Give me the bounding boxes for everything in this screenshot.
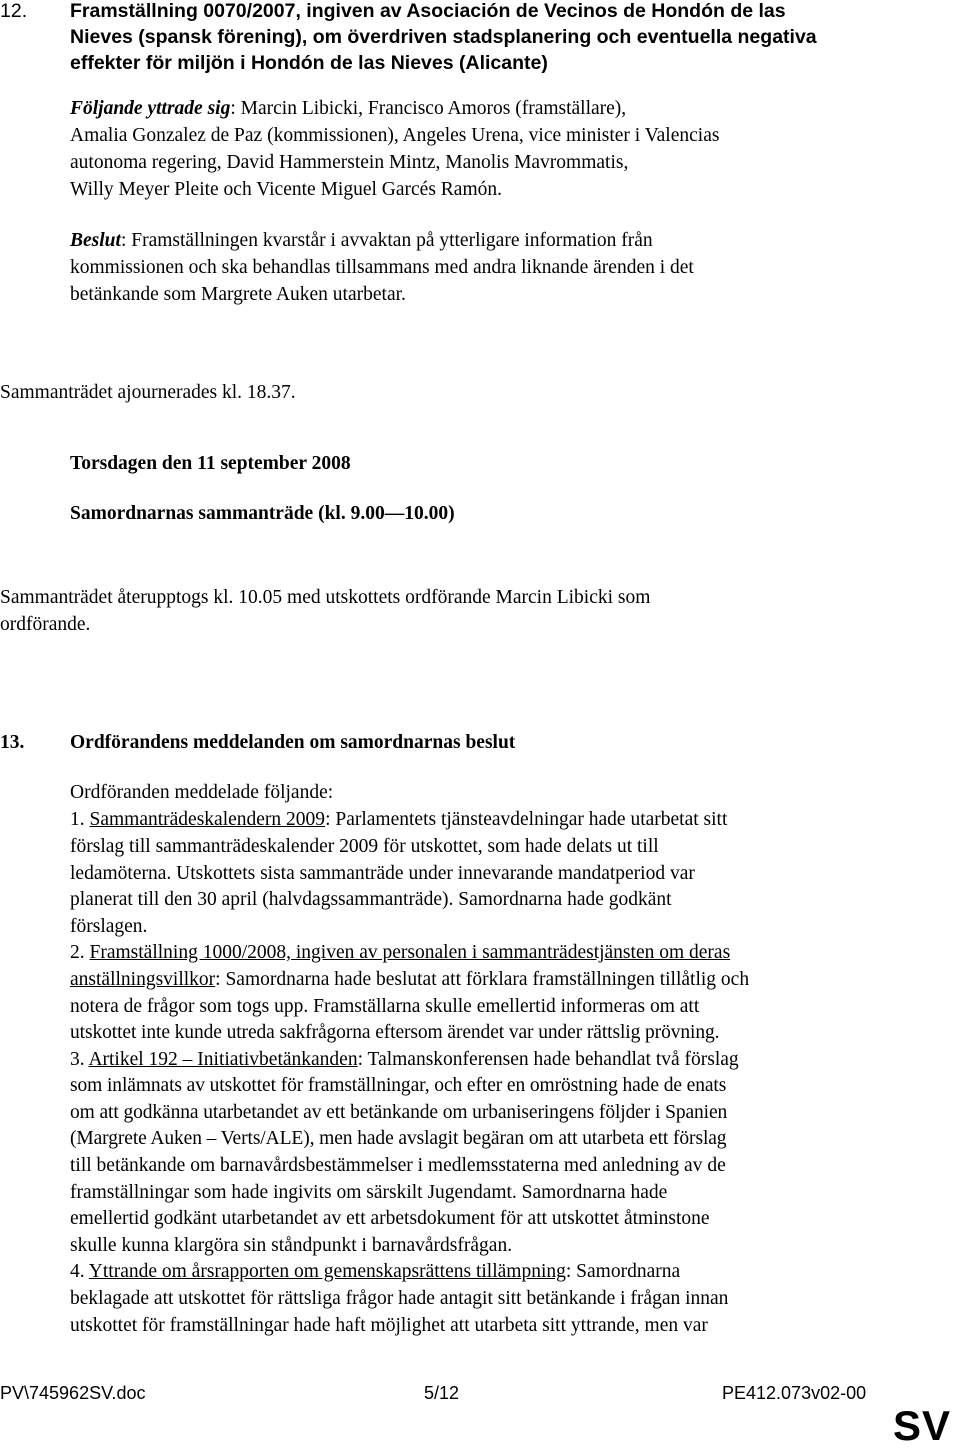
point-3-line-1: 3. Artikel 192 – Initiativbetänkanden: Talmanskonferensen hade behandlat två förslag xyxy=(70,1049,739,1070)
point-4-line-3: utskottet för framställningar hade haft möjlighet att utarbeta sitt yttrande, men var xyxy=(70,1315,708,1336)
resumed-line-2: ordförande. xyxy=(0,614,91,635)
item-13-intro: Ordföranden meddelade följande: xyxy=(70,782,334,803)
point-3-line-8: skulle kunna klargöra sin ståndpunkt i barnavårdsfrågan. xyxy=(70,1235,513,1256)
decision-line-1: Beslut: Framställningen kvarstår i avvaktan på ytterligare information från xyxy=(70,230,653,251)
resumed-line-1: Sammanträdet återupptogs kl. 10.05 med utskottets ordförande Marcin Libicki som xyxy=(0,587,651,608)
adjourned-text: Sammanträdet ajournerades kl. 18.37. xyxy=(0,382,296,403)
decision-line-3: betänkande som Margrete Auken utarbetar. xyxy=(70,284,406,305)
footer-doc-name: PV\745962SV.doc xyxy=(0,1383,146,1403)
footer-language-code: SV xyxy=(893,1402,952,1449)
point-3-line-7: emellertid godkänt utarbetandet av ett arbetsdokument för att utskottet åtminstone xyxy=(70,1208,710,1229)
point-2-line-2: anställningsvillkor: Samordnarna hade beslutat att förklara framställningen tillåtlig och xyxy=(70,969,750,990)
day-heading: Torsdagen den 11 september 2008 xyxy=(70,453,351,474)
point-2-line-4: utskottet inte kunde utreda sakfrågorna eftersom ärendet var under rättslig prövning. xyxy=(70,1022,720,1043)
decision-line-2: kommissionen och ska behandlas tillsammans med andra liknande ärenden i det xyxy=(70,257,694,278)
item-12-title-line-3: effekter för miljön i Hondón de las Nieves (Alicante) xyxy=(70,52,548,74)
point-3-line-4: (Margrete Auken – Verts/ALE), men hade avslagit begäran om att utarbeta ett förslag xyxy=(70,1128,727,1149)
point-1-line-1: 1. Sammanträdeskalendern 2009: Parlamentets tjänsteavdelningar hade utarbetat sitt xyxy=(70,809,728,830)
point-3-link: Artikel 192 – Initiativbetänkanden xyxy=(88,1049,358,1070)
point-2-line-1: 2. Framställning 1000/2008, ingiven av personalen i sammanträdestjänsten om deras xyxy=(70,942,731,963)
point-3-line-5: till betänkande om barnavårdsbestämmelser i medlemsstaterna med anledning av de xyxy=(70,1155,726,1176)
speakers-line-2: Amalia Gonzalez de Paz (kommissionen), Angeles Urena, vice minister i Valencias xyxy=(70,125,720,146)
point-2-link-a: Framställning 1000/2008, ingiven av personalen i sammanträdestjänsten om deras xyxy=(89,942,731,963)
point-1-link: Sammanträdeskalendern 2009 xyxy=(89,809,326,830)
point-3-line-3: om att godkänna utarbetandet av ett betänkande om urbaniseringens följder i Spanien xyxy=(70,1102,728,1123)
coordinators-heading: Samordnarnas sammanträde (kl. 9.00—10.00) xyxy=(70,503,455,524)
decision-label: Beslut xyxy=(70,230,121,251)
point-4-line-1: 4. Yttrande om årsrapporten om gemenskapsrättens tillämpning: Samordnarna xyxy=(70,1261,681,1282)
point-1-line-5: förslagen. xyxy=(70,916,148,937)
speakers-line-4: Willy Meyer Pleite och Vicente Miguel Garcés Ramón. xyxy=(70,179,502,200)
point-3-line-6: framställningar som hade ingivits om särskilt Jugendamt. Samordnarna hade xyxy=(70,1182,668,1203)
item-13-number: 13. xyxy=(0,732,25,753)
speakers-line-3: autonoma regering, David Hammerstein Mintz, Manolis Mavrommatis, xyxy=(70,152,629,173)
point-2-link-b: anställningsvillkor xyxy=(70,969,216,990)
speakers-label: Följande yttrade sig xyxy=(70,98,231,119)
item-12-title-line-2: Nieves (spansk förening), om överdriven stadsplanering och eventuella negativa xyxy=(70,26,817,48)
point-1-line-4: planerat till den 30 april (halvdagssammanträde). Samordnarna hade godkänt xyxy=(70,889,672,910)
point-1-line-2: förslag till sammanträdeskalender 2009 för utskottet, som hade delats ut till xyxy=(70,836,659,857)
point-1-line-3: ledamöterna. Utskottets sista sammanträde under innevarande mandatperiod var xyxy=(70,863,695,884)
item-12-title-line-1: Framställning 0070/2007, ingiven av Asociación de Vecinos de Hondón de las xyxy=(70,0,786,22)
footer-page-number: 5/12 xyxy=(424,1383,460,1403)
point-3-line-2: som inlämnats av utskottet för framställningar, och efter en omröstning hade de enats xyxy=(70,1075,727,1096)
footer-reference: PE412.073v02-00 xyxy=(722,1383,867,1403)
point-2-line-3: notera de frågor som togs upp. Framställarna skulle emellertid informeras om att xyxy=(70,996,700,1017)
item-12-number: 12. xyxy=(0,0,28,22)
point-4-line-2: beklagade att utskottet för rättsliga frågor hade antagit sitt betänkande i frågan innan xyxy=(70,1288,729,1309)
point-4-link: Yttrande om årsrapporten om gemenskapsrättens tillämpning xyxy=(88,1261,566,1282)
speakers-line-1: Följande yttrade sig: Marcin Libicki, Francisco Amoros (framställare), xyxy=(70,98,627,119)
item-13-title: Ordförandens meddelanden om samordnarnas beslut xyxy=(70,732,516,753)
